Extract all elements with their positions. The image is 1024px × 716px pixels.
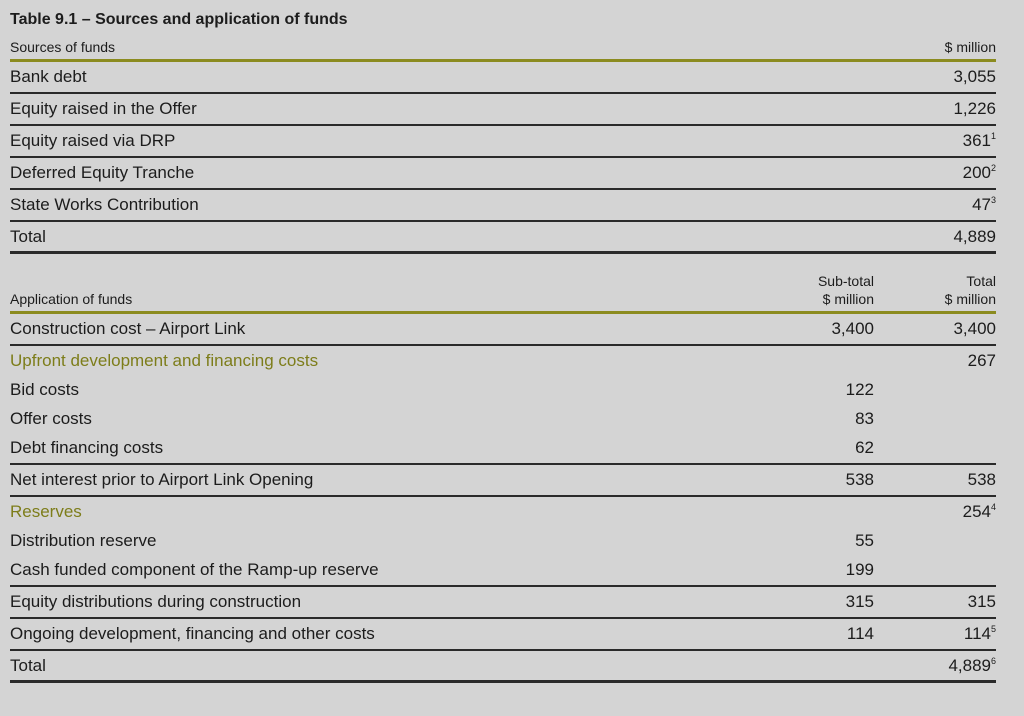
table-row [10,126,996,158]
row-value: $47^3$ [972,195,996,214]
row-subtotal: 3,400 [831,319,874,338]
category-row [10,497,996,526]
row-subtotal: 62 [855,438,874,457]
row-label: Equity distributions during construction [10,592,302,611]
row-label: Debt financing costs [10,438,164,457]
table-row [10,158,996,190]
sources-header-label: Sources of funds [10,39,116,55]
row-value: $200^2$ [962,163,996,182]
row-label: Equity raised via DRP [10,131,176,150]
row-label: Ongoing development, financing and other costs [10,624,375,643]
row-label: Equity raised in the Offer [10,99,197,118]
application-header [10,270,996,314]
application-total-row [10,651,996,683]
table-row [10,190,996,222]
table-title: Table 9.1 – Sources and application of funds [10,11,348,28]
table-row [10,619,996,651]
row-value: 3,055 [953,67,996,86]
table-row [10,314,996,346]
row-subtotal: 55 [855,530,874,550]
table-row [10,433,996,465]
row-label: Net interest prior to Airport Link Opening [10,470,314,489]
row-total: 4,889$^6$ [948,655,996,675]
row-subtotal: 315 [845,592,874,611]
row-label: Total [10,655,46,675]
application-header-label: Application of funds [10,291,133,307]
row-label: Construction cost – Airport Link [10,319,246,338]
row-label: Cash funded component of the Ramp-up reserve [10,560,379,579]
row-total: 315 [967,592,996,611]
sources-header [10,32,996,62]
table-row [10,404,996,433]
table-row [10,94,996,126]
row-subtotal: 114 [846,624,874,643]
row-subtotal: 538 [845,470,874,489]
row-subtotal: 83 [855,408,874,428]
row-label: Deferred Equity Tranche [10,163,195,182]
sources-header-unit: $ million [944,39,996,55]
row-total: 267 [967,350,996,370]
category-label: Upfront development and financing costs [10,350,319,370]
row-total: 3,400 [953,319,996,338]
table-row [10,587,996,619]
table-row [10,62,996,94]
row-total: 538 [967,470,996,489]
row-subtotal: 122 [845,379,874,399]
table-row [10,526,996,555]
table-row [10,555,996,587]
table-row [10,465,996,497]
row-label: Bid costs [10,379,79,399]
total-column-header: Total $ million [944,273,996,307]
category-row [10,346,996,375]
row-value: 1,226 [953,99,996,118]
row-label: Distribution reserve [10,530,157,550]
row-label: Bank debt [10,67,87,86]
subtotal-column-header: Sub-total $ million [817,273,874,307]
row-label: State Works Contribution [10,195,199,214]
row-total: $254^4$ [962,501,996,521]
row-value: $361^1$ [962,131,996,150]
row-subtotal: 199 [845,560,874,579]
category-label: Reserves [10,501,82,521]
row-label: Offer costs [10,408,92,428]
row-value: 4,889 [953,226,996,246]
sources-total-row [10,222,996,254]
funds-table [10,8,996,683]
row-label: Total [10,226,46,246]
table-row [10,375,996,404]
row-total: $114^5$ [963,624,996,643]
